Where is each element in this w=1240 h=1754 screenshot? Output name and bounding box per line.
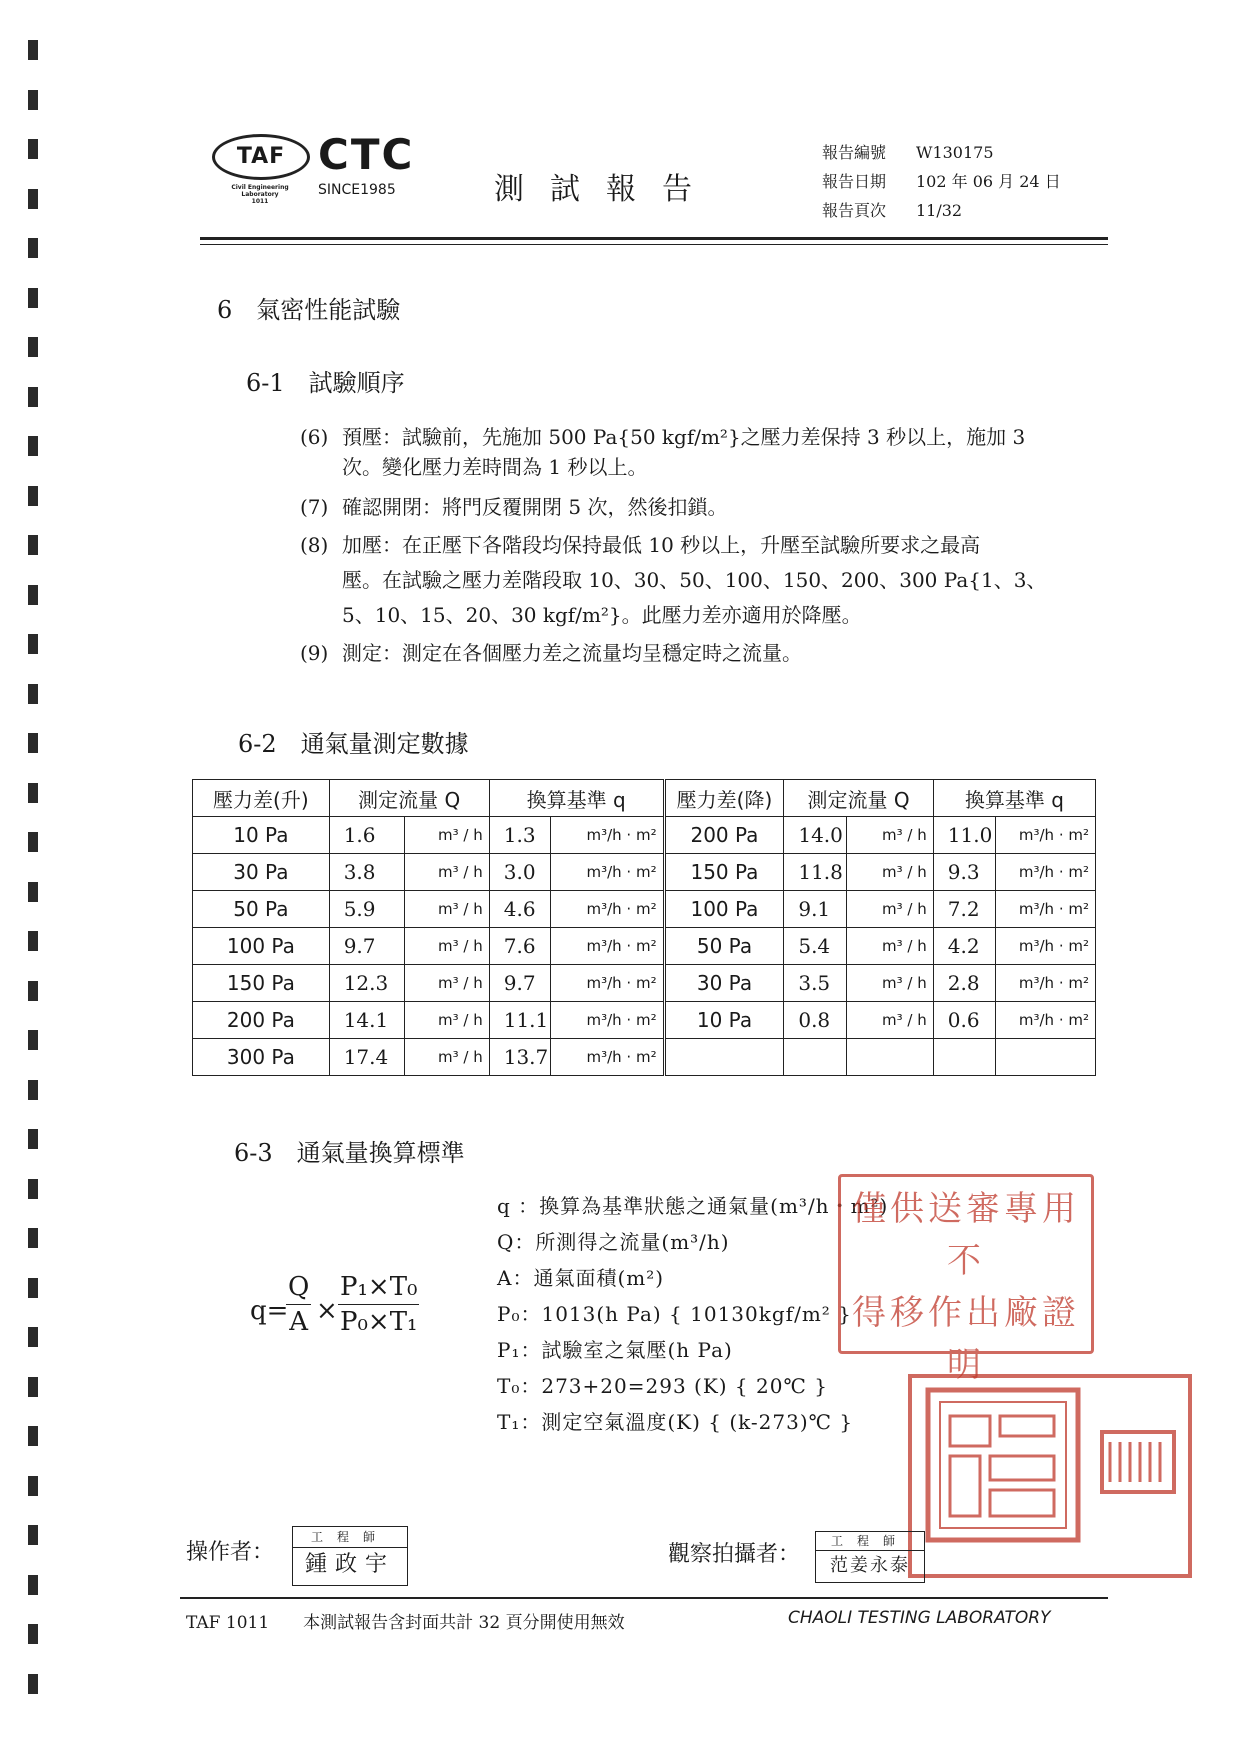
rate-down-cell: 7.2 bbox=[933, 891, 996, 928]
flow-unit-cell: m³ / h bbox=[404, 1002, 489, 1039]
item-number: (7) bbox=[300, 495, 329, 519]
taf-logo-caption bbox=[210, 184, 310, 205]
rate-up-cell: 1.3 bbox=[489, 817, 550, 854]
pressure-up-cell: 300 Pa bbox=[193, 1039, 330, 1076]
table-row bbox=[193, 928, 1096, 965]
rate-down-cell: 4.2 bbox=[933, 928, 996, 965]
binding-hole bbox=[28, 486, 38, 506]
binding-hole bbox=[28, 634, 38, 654]
subsection-heading-6-1: 6-1 試驗順序 bbox=[246, 369, 405, 397]
flow-unit-cell: m³ / h bbox=[846, 854, 933, 891]
footer-notice: TAF 1011 本測試報告含封面共計 32 頁分開使用無效 bbox=[186, 1613, 625, 1633]
pressure-up-cell: 150 Pa bbox=[193, 965, 330, 1002]
ctc-logo bbox=[318, 130, 418, 198]
flow-unit-cell bbox=[846, 1039, 933, 1076]
binding-hole bbox=[28, 139, 38, 159]
flow-unit-cell: m³ / h bbox=[404, 854, 489, 891]
procedure-item-7 bbox=[300, 492, 727, 522]
binding-hole bbox=[28, 1426, 38, 1446]
definition-line: P₁：試驗室之氣壓(h Pa) bbox=[497, 1338, 733, 1362]
meta-row bbox=[822, 196, 1061, 225]
observer-signature-box bbox=[815, 1531, 925, 1583]
flow-unit-cell: m³ / h bbox=[846, 928, 933, 965]
stamp-line: 得移作出廠證明 bbox=[852, 1293, 1080, 1385]
rate-unit-cell: m³/h · m² bbox=[996, 928, 1096, 965]
procedure-item-8-cont: 壓。在試驗之壓力差階段取 10、30、50、100、150、200、300 Pa{1、3、 bbox=[342, 568, 1047, 592]
meta-value: 11/32 bbox=[916, 201, 963, 220]
meta-label: 報告日期 bbox=[822, 172, 887, 191]
flow-unit-cell: m³ / h bbox=[404, 1039, 489, 1076]
rate-unit-cell: m³/h · m² bbox=[551, 1039, 664, 1076]
item-text: 預壓：試驗前，先施加 500 Pa{50 kgf/m²}之壓力差保持 3 秒以上，施加 3 bbox=[342, 425, 1026, 449]
flow-unit-cell: m³ / h bbox=[846, 891, 933, 928]
binding-hole bbox=[28, 1080, 38, 1100]
meta-label: 報告編號 bbox=[822, 143, 887, 162]
binding-hole bbox=[28, 1129, 38, 1149]
rate-unit-cell bbox=[996, 1039, 1096, 1076]
rate-unit-cell: m³/h · m² bbox=[551, 965, 664, 1002]
binding-hole bbox=[28, 832, 38, 852]
rate-unit-cell: m³/h · m² bbox=[551, 854, 664, 891]
pressure-up-cell: 30 Pa bbox=[193, 854, 330, 891]
binding-hole bbox=[28, 1179, 38, 1199]
flow-up-cell: 3.8 bbox=[329, 854, 404, 891]
stamp-line: 僅供送審專用不 bbox=[852, 1189, 1080, 1281]
binding-hole bbox=[28, 1575, 38, 1595]
flow-down-cell bbox=[784, 1039, 847, 1076]
operator-title: 工程師 bbox=[293, 1527, 407, 1548]
footer-rule bbox=[180, 1597, 1108, 1599]
binding-hole bbox=[28, 1228, 38, 1248]
rate-unit-cell: m³/h · m² bbox=[996, 854, 1096, 891]
pressure-down-cell: 150 Pa bbox=[664, 854, 784, 891]
binding-hole bbox=[28, 1674, 38, 1694]
pressure-up-cell: 200 Pa bbox=[193, 1002, 330, 1039]
meta-value: W130175 bbox=[916, 143, 994, 162]
observer-label: 觀察拍攝者： bbox=[668, 1542, 801, 1567]
flow-unit-cell: m³ / h bbox=[404, 928, 489, 965]
binding-hole bbox=[28, 1278, 38, 1298]
header-cell: 壓力差(降) bbox=[664, 780, 784, 817]
procedure-item-6 bbox=[300, 422, 1025, 452]
taf-logo bbox=[210, 132, 310, 205]
fraction-numerator: P₁×T₀ bbox=[338, 1270, 419, 1305]
operator-label: 操作者： bbox=[186, 1540, 275, 1565]
table-row bbox=[193, 965, 1096, 1002]
flow-up-cell: 14.1 bbox=[329, 1002, 404, 1039]
procedure-item-9 bbox=[300, 638, 802, 668]
binding-hole bbox=[28, 783, 38, 803]
observer-title: 工程師 bbox=[816, 1532, 924, 1551]
flow-unit-cell: m³ / h bbox=[404, 891, 489, 928]
rate-up-cell: 3.0 bbox=[489, 854, 550, 891]
rate-down-cell: 11.0 bbox=[933, 817, 996, 854]
rate-unit-cell: m³/h · m² bbox=[551, 817, 664, 854]
rate-up-cell: 7.6 bbox=[489, 928, 550, 965]
binding-hole bbox=[28, 882, 38, 902]
lab-name: CHAOLI TESTING LABORATORY bbox=[788, 1608, 1051, 1628]
binding-hole bbox=[28, 585, 38, 605]
rate-unit-cell: m³/h · m² bbox=[551, 928, 664, 965]
operator-signature-box bbox=[292, 1526, 408, 1586]
flow-down-cell: 0.8 bbox=[784, 1002, 847, 1039]
airflow-table bbox=[192, 779, 1096, 1076]
header-cell: 換算基準 q bbox=[933, 780, 1095, 817]
header-cell: 測定流量 Q bbox=[329, 780, 489, 817]
binding-holes bbox=[28, 40, 42, 1720]
procedure-item-8 bbox=[300, 530, 980, 560]
pressure-down-cell: 100 Pa bbox=[664, 891, 784, 928]
binding-hole bbox=[28, 931, 38, 951]
binding-hole bbox=[28, 733, 38, 753]
binding-hole bbox=[28, 436, 38, 456]
rate-unit-cell: m³/h · m² bbox=[996, 1002, 1096, 1039]
binding-hole bbox=[28, 1030, 38, 1050]
formula-lhs: q= bbox=[250, 1296, 289, 1326]
binding-hole bbox=[28, 238, 38, 258]
operator-name: 鍾政宇 bbox=[304, 1552, 395, 1577]
fraction-denominator: A bbox=[289, 1307, 309, 1337]
review-only-stamp bbox=[838, 1174, 1094, 1385]
binding-hole bbox=[28, 387, 38, 407]
definition-line: P₀：1013(h Pa) { 10130kgf/m² } bbox=[497, 1302, 852, 1326]
pressure-down-cell bbox=[664, 1039, 784, 1076]
meta-row bbox=[822, 167, 1061, 196]
binding-hole bbox=[28, 684, 38, 704]
binding-hole bbox=[28, 288, 38, 308]
header-cell: 壓力差(升) bbox=[193, 780, 330, 817]
procedure-item-6-cont: 次。變化壓力差時間為 1 秒以上。 bbox=[342, 455, 648, 479]
rate-up-cell: 9.7 bbox=[489, 965, 550, 1002]
pressure-down-cell: 30 Pa bbox=[664, 965, 784, 1002]
fraction-q-over-a bbox=[286, 1270, 311, 1339]
rate-down-cell bbox=[933, 1039, 996, 1076]
official-seal-stamp bbox=[906, 1372, 1194, 1580]
rate-up-cell: 4.6 bbox=[489, 891, 550, 928]
rate-up-cell: 13.7 bbox=[489, 1039, 550, 1076]
flow-down-cell: 11.8 bbox=[784, 854, 847, 891]
binding-hole bbox=[28, 337, 38, 357]
taf-caption-line: 1011 bbox=[251, 198, 269, 205]
table-row bbox=[193, 891, 1096, 928]
flow-up-cell: 5.9 bbox=[329, 891, 404, 928]
flow-down-cell: 9.1 bbox=[784, 891, 847, 928]
seal-graphic bbox=[906, 1372, 1194, 1580]
flow-unit-cell: m³ / h bbox=[846, 817, 933, 854]
binding-hole bbox=[28, 1377, 38, 1397]
binding-hole bbox=[28, 189, 38, 209]
binding-hole bbox=[28, 535, 38, 555]
pressure-down-cell: 10 Pa bbox=[664, 1002, 784, 1039]
flow-down-cell: 14.0 bbox=[784, 817, 847, 854]
header-rule-thin bbox=[200, 244, 1108, 245]
item-number: (9) bbox=[300, 641, 329, 665]
pressure-down-cell: 50 Pa bbox=[664, 928, 784, 965]
rate-down-cell: 2.8 bbox=[933, 965, 996, 1002]
item-number: (8) bbox=[300, 533, 329, 557]
flow-up-cell: 1.6 bbox=[329, 817, 404, 854]
flow-up-cell: 17.4 bbox=[329, 1039, 404, 1076]
binding-hole bbox=[28, 90, 38, 110]
rate-up-cell: 11.1 bbox=[489, 1002, 550, 1039]
header-cell: 換算基準 q bbox=[489, 780, 664, 817]
fraction-numerator: Q bbox=[286, 1270, 311, 1305]
ctc-since: SINCE1985 bbox=[318, 182, 396, 198]
binding-hole bbox=[28, 1624, 38, 1644]
definition-line: T₁：測定空氣溫度(K) { (k-273)℃ } bbox=[497, 1410, 854, 1434]
rate-unit-cell: m³/h · m² bbox=[996, 817, 1096, 854]
subsection-heading-6-3: 6-3 通氣量換算標準 bbox=[234, 1139, 465, 1167]
variable-definitions bbox=[497, 1188, 888, 1440]
flow-down-cell: 5.4 bbox=[784, 928, 847, 965]
meta-label: 報告頁次 bbox=[822, 201, 887, 220]
table-row bbox=[193, 1039, 1096, 1076]
item-text: 確認開閉：將門反覆開閉 5 次，然後扣鎖。 bbox=[342, 495, 728, 519]
report-meta bbox=[822, 138, 1061, 225]
flow-unit-cell: m³ / h bbox=[846, 965, 933, 1002]
binding-hole bbox=[28, 40, 38, 60]
taf-caption-line: Laboratory bbox=[241, 191, 279, 198]
rate-down-cell: 0.6 bbox=[933, 1002, 996, 1039]
fraction-denominator: P₀×T₁ bbox=[340, 1307, 418, 1337]
times-sign: × bbox=[316, 1296, 338, 1326]
pressure-up-cell: 50 Pa bbox=[193, 891, 330, 928]
binding-hole bbox=[28, 1327, 38, 1347]
flow-unit-cell: m³ / h bbox=[846, 1002, 933, 1039]
observer-name: 范姜永泰 bbox=[830, 1555, 910, 1576]
item-number: (6) bbox=[300, 425, 329, 449]
definition-line: A：通氣面積(m²) bbox=[497, 1266, 665, 1290]
header-rule bbox=[200, 237, 1108, 240]
pressure-up-cell: 10 Pa bbox=[193, 817, 330, 854]
taf-caption-line: Civil Engineering bbox=[231, 184, 289, 191]
table-row bbox=[193, 817, 1096, 854]
item-text: 加壓：在正壓下各階段均保持最低 10 秒以上，升壓至試驗所要求之最高 bbox=[342, 533, 981, 557]
subsection-heading-6-2: 6-2 通氣量測定數據 bbox=[238, 730, 469, 758]
ctc-logo-mark: CTC bbox=[318, 130, 415, 179]
meta-value: 102 年 06 月 24 日 bbox=[916, 172, 1061, 191]
rate-unit-cell: m³/h · m² bbox=[551, 891, 664, 928]
flow-up-cell: 9.7 bbox=[329, 928, 404, 965]
taf-logo-mark: TAF bbox=[212, 134, 310, 180]
table-row bbox=[193, 854, 1096, 891]
rate-down-cell: 9.3 bbox=[933, 854, 996, 891]
pressure-up-cell: 100 Pa bbox=[193, 928, 330, 965]
rate-unit-cell: m³/h · m² bbox=[996, 965, 1096, 1002]
section-heading: 6 氣密性能試驗 bbox=[217, 296, 401, 324]
procedure-item-8-cont: 5、10、15、20、30 kgf/m²}。此壓力差亦適用於降壓。 bbox=[342, 603, 862, 627]
item-text: 測定：測定在各個壓力差之流量均呈穩定時之流量。 bbox=[342, 641, 802, 665]
flow-up-cell: 12.3 bbox=[329, 965, 404, 1002]
rate-unit-cell: m³/h · m² bbox=[996, 891, 1096, 928]
binding-hole bbox=[28, 1476, 38, 1496]
header-cell: 測定流量 Q bbox=[784, 780, 933, 817]
fraction-pressure-temp bbox=[338, 1270, 419, 1339]
table-header-row bbox=[193, 780, 1096, 817]
document-title: 測試報告 bbox=[494, 172, 718, 207]
meta-row bbox=[822, 138, 1061, 167]
definition-line: Q：所測得之流量(m³/h) bbox=[497, 1230, 730, 1254]
definition-line: q ：換算為基準狀態之通氣量(m³/h・m²) bbox=[497, 1194, 889, 1218]
table-row bbox=[193, 1002, 1096, 1039]
binding-hole bbox=[28, 1525, 38, 1545]
definition-line: T₀：273+20=293 (K) { 20℃ } bbox=[497, 1374, 828, 1398]
flow-down-cell: 3.5 bbox=[784, 965, 847, 1002]
rate-unit-cell: m³/h · m² bbox=[551, 1002, 664, 1039]
flow-unit-cell: m³ / h bbox=[404, 817, 489, 854]
flow-unit-cell: m³ / h bbox=[404, 965, 489, 1002]
binding-hole bbox=[28, 981, 38, 1001]
pressure-down-cell: 200 Pa bbox=[664, 817, 784, 854]
